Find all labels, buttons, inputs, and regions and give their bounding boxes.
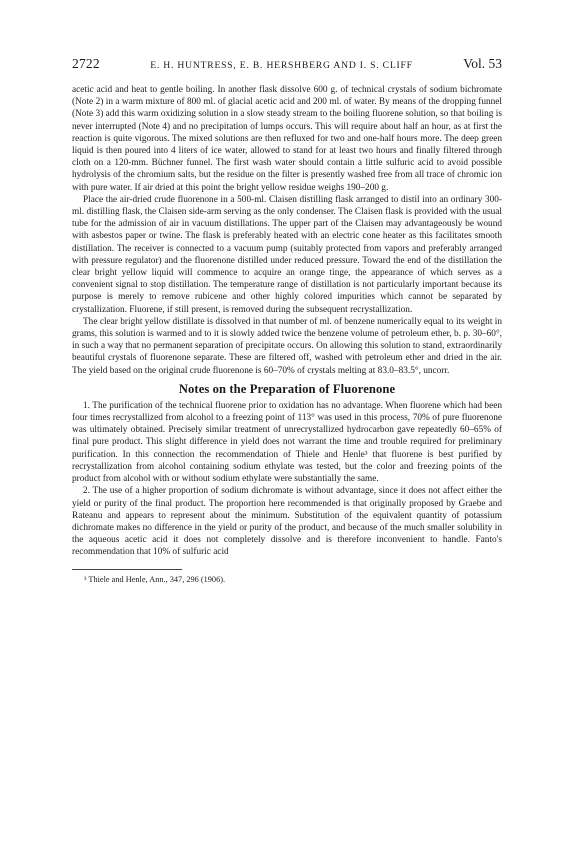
footnote-divider xyxy=(72,569,182,570)
section-heading: Notes on the Preparation of Fluorenone xyxy=(178,381,396,396)
page-number: 2722 xyxy=(72,56,100,71)
paragraph-crystallization: The clear bright yellow distillate is dissolved in that number of ml. of benzene numerically equal to its weight in grams, this solution is warmed and to it is slowly added twice the benzene volume of petroleum ether, b. p. 30–60°, in such a way that no permanent separation of precipitate occurs. On allowing this solution to stand, extraordinarily beautiful crystals of fluorenone separate. These are filtered off, washed with petroleum ether and dried in the air. The yield based on the original crude fluorenone is 60–70% of crystals melting at 83.0–83.5°, uncorr. xyxy=(72,316,502,376)
author-line: E. H. HUNTRESS, E. B. HERSHBERG AND I. S. CLIFF xyxy=(150,60,413,71)
footnote: ³ Thiele and Henle, Ann., 347, 296 (1906). xyxy=(84,574,226,584)
volume-label: Vol. 53 xyxy=(463,56,502,71)
paragraph-distillation: Place the air-dried crude fluorenone in a 500-ml. Claisen distilling flask arranged to distil into an ordinary 300-ml. distilling flask, the Claisen side-arm serving as the only condenser. The Claisen flask is provided with the usual tube for the admission of air in vacuum distillations. The upper part of the Claisen may advantageously be wound with asbestos paper or twine. The flask is preferably heated with an electric cone heater as this facilitates smooth distillation. The receiver is connected to a vacuum pump (suitably protected from vapors and preferably arranged with pressure regulator) and the fluorenone distilled under reduced pressure. Toward the end of the distillation the clear bright yellow liquid will commence to acquire an orange tinge, the appearance of which serves as a convenient signal to stop distillation. The temperature range of distillation is not particularly important because its purpose is merely to remove rubicene and other highly colored impurities which cannot be separated by crystallization. Fluorene, if still present, is removed during the subsequent recrystallization. xyxy=(72,194,502,315)
note-1: 1. The purification of the technical fluorene prior to oxidation has no advantage. When fluorene which had been four times recrystallized from alcohol to a freezing point of 113° was used in this process, 70% of pure fluorenone was ultimately obtained. Precisely similar treatment of unrecrystallized hydrocarbon gave repeatedly 60–65% of final pure product. This slight difference in yield does not warrant the time and trouble required for preliminary purification. In this connection the recommendation of Thiele and Henle³ that fluorene is best purified by recrystallization from alcohol containing sodium ethylate was tested, but the color and freezing points of the product from alcohol with or without sodium ethylate were substantially the same. xyxy=(72,400,502,485)
journal-page xyxy=(72,56,502,585)
paragraph-oxidation: acetic acid and heat to gentle boiling. In another flask dissolve 600 g. of technical crystals of sodium bichromate (Note 2) in a warm mixture of 800 ml. of glacial acetic acid and 200 ml. of water. By means of the dropping funnel (Note 3) add this warm oxidizing solution in a slow steady stream to the boiling fluorene solution, so that boiling is never interrupted (Note 4) and no precipitation of lumps occurs. This will require about half an hour, as at first the reaction is quite vigorous. The mixed solutions are then refluxed for two and one-half hours more. The deep green liquid is then poured into 4 liters of ice water, allowed to stand for at least two hours and finally filtered through cloth on a 120-mm. Büchner funnel. The first wash water should contain a little sulfuric acid to avoid possible hydrolysis of the chromium salts, but the residue on the filter is presently washed free from all trace of chromic ion with pure water. If air dried at this point the bright yellow residue weighs 190–200 g. xyxy=(72,85,502,193)
note-2: 2. The use of a higher proportion of sodium dichromate is without advantage, since it does not affect either the yield or purity of the final product. The proportion here recommended is that originally proposed by Graebe and Rateanu and appears to represent about the minimum. Substitution of the equivalent quantity of potassium dichromate makes no difference in the yield or purity of the product, and because of the much smaller solubility in the aqueous acetic acid it does not completely dissolve and is therefore inconvenient to handle. Fanto's recommendation that 10% of sulfuric acid xyxy=(72,486,502,558)
article-body xyxy=(72,84,502,559)
running-head xyxy=(72,56,502,78)
